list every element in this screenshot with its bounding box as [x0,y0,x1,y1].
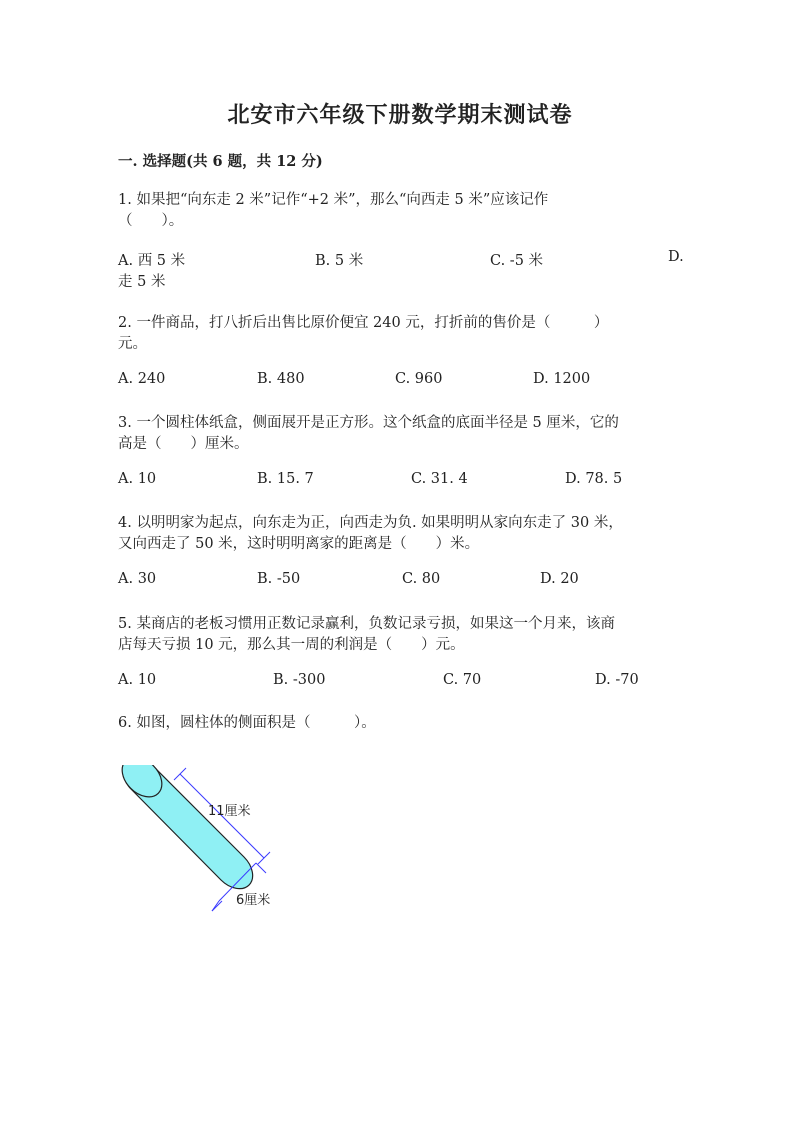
option-a: A. 30 [118,571,157,587]
option-c: C. 70 [443,672,482,688]
question-text: 又向西走了 50 米，这时明明离家的距离是（ ）米。 [118,536,480,552]
option-d: D. 78. 5 [565,471,623,487]
option-d: D. -70 [595,672,639,688]
question-text: （ ）。 [118,213,184,229]
question-text: 高是（ ）厘米。 [118,436,249,452]
option-c: C. 960 [395,371,443,387]
page-title: 北安市六年级下册数学期末测试卷 [227,102,573,128]
option-d: D. 20 [540,571,579,587]
option-a: A. 西 5 米 [118,253,186,269]
option-d: D. [668,249,684,265]
option-b: B. -50 [257,571,301,587]
option-b: B. 5 米 [315,253,364,269]
question-text: 元。 [118,336,147,352]
diameter-tick-bottom [212,901,222,911]
option-c: C. 31. 4 [411,471,468,487]
diameter-ext-top [256,863,266,873]
option-a: A. 10 [118,672,157,688]
length-label: 11厘米 [208,804,251,819]
option-d-continued: 走 5 米 [118,274,166,290]
option-c: C. -5 米 [490,253,544,269]
cylinder-figure [120,765,290,930]
option-b: B. 480 [257,371,305,387]
option-b: B. -300 [273,672,326,688]
question-text: 店每天亏损 10 元，那么其一周的利润是（ ）元。 [118,637,465,653]
question-text: 6. 如图，圆柱体的侧面积是（ ）。 [118,715,376,731]
question-text: 2. 一件商品，打八折后出售比原价便宜 240 元，打折前的售价是（ ） [118,315,609,331]
option-c: C. 80 [402,571,441,587]
option-d: D. 1200 [533,371,591,387]
question-text: 4. 以明明家为起点，向东走为正，向西走为负. 如果明明从家向东走了 30 米， [118,515,623,531]
question-text: 3. 一个圆柱体纸盒，侧面展开是正方形。这个纸盒的底面半径是 5 厘米，它的 [118,415,619,431]
question-text: 5. 某商店的老板习惯用正数记录赢利，负数记录亏损，如果这一个月来，该商 [118,616,615,632]
diameter-label: 6厘米 [236,893,271,908]
option-a: A. 240 [118,371,166,387]
option-a: A. 10 [118,471,157,487]
question-text: 1. 如果把“向东走 2 米”记作“+2 米”，那么“向西走 5 米”应该记作 [118,192,549,208]
option-b: B. 15. 7 [257,471,314,487]
section-heading: 一. 选择题(共 6 题，共 12 分) [118,153,323,170]
